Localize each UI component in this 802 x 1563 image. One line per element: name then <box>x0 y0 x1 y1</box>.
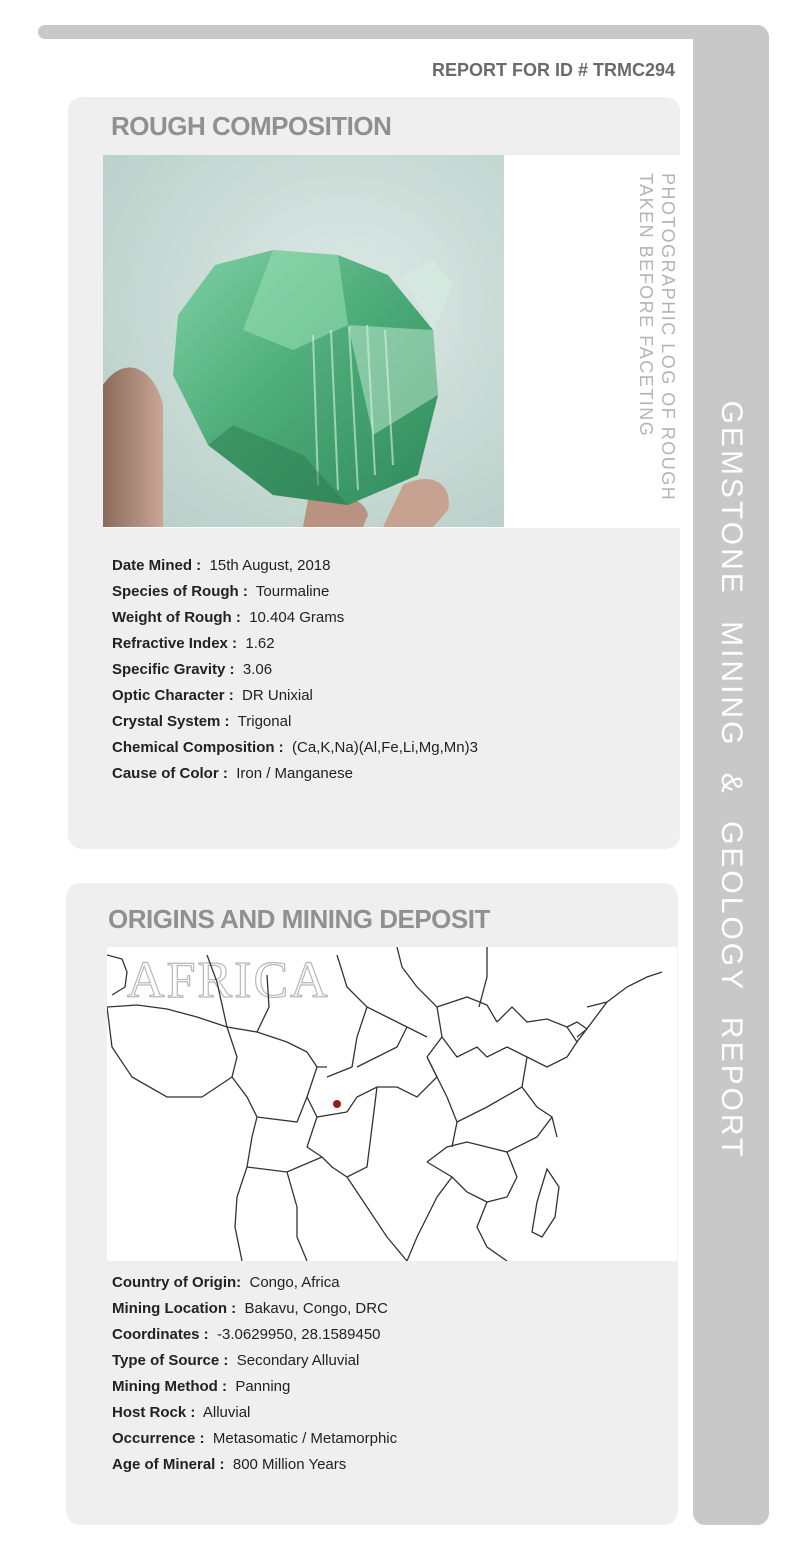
side-title <box>693 25 769 1525</box>
field-source-type <box>112 1348 397 1374</box>
field-chemical-composition <box>112 735 478 761</box>
origin-fields <box>112 1270 397 1478</box>
field-label: Type of Source : <box>112 1352 229 1369</box>
field-host-rock <box>112 1400 397 1426</box>
field-value: Congo, Africa <box>249 1274 340 1291</box>
photo-caption-line1: PHOTOGRAPHIC LOG OF ROUGH <box>658 173 678 502</box>
field-label: Chemical Composition : <box>112 739 284 756</box>
field-refractive-index <box>112 631 478 657</box>
africa-map <box>107 947 677 1261</box>
field-value: Alluvial <box>202 1404 251 1421</box>
field-label: Crystal System : <box>112 713 230 730</box>
field-label: Mining Location : <box>112 1300 237 1317</box>
field-value: 800 Million Years <box>232 1456 347 1473</box>
field-value: Metasomatic / Metamorphic <box>212 1430 398 1447</box>
field-cause-of-color <box>112 761 478 787</box>
field-date-mined <box>112 553 478 579</box>
field-label: Cause of Color : <box>112 765 228 782</box>
rough-composition-title: ROUGH COMPOSITION <box>111 111 392 141</box>
map-region-label: AFRICA <box>127 952 330 1009</box>
report-id: REPORT FOR ID # TRMC294 <box>431 60 675 80</box>
field-value: (Ca,K,Na)(Al,Fe,Li,Mg,Mn)3 <box>292 739 478 756</box>
side-title-text: GEMSTONE MINING & GEOLOGY REPORT <box>715 400 748 1160</box>
field-label: Country of Origin: <box>112 1274 242 1291</box>
origins-title: ORIGINS AND MINING DEPOSIT <box>108 904 490 934</box>
field-value: Tourmaline <box>255 583 330 600</box>
field-occurrence <box>112 1426 397 1452</box>
field-age <box>112 1452 397 1478</box>
field-value: Panning <box>235 1378 291 1395</box>
field-label: Species of Rough : <box>112 583 248 600</box>
field-crystal-system <box>112 709 478 735</box>
field-label: Optic Character : <box>112 687 234 704</box>
field-value: DR Unixial <box>242 687 313 704</box>
field-specific-gravity <box>112 657 478 683</box>
field-label: Weight of Rough : <box>112 609 241 626</box>
field-label: Mining Method : <box>112 1378 227 1395</box>
field-label: Specific Gravity : <box>112 661 235 678</box>
field-value: -3.0629950, 28.1589450 <box>217 1326 381 1343</box>
rough-fields <box>112 553 478 787</box>
field-label: Coordinates : <box>112 1326 209 1343</box>
top-bar <box>38 25 738 39</box>
field-species <box>112 579 478 605</box>
field-label: Occurrence : <box>112 1430 205 1447</box>
field-label: Date Mined : <box>112 557 202 574</box>
field-label: Host Rock : <box>112 1404 196 1421</box>
gemstone-photo <box>103 155 504 527</box>
field-value: Trigonal <box>237 713 292 730</box>
field-weight <box>112 605 478 631</box>
field-label: Refractive Index : <box>112 635 238 652</box>
photo-caption-line2: TAKEN BEFORE FACETING <box>636 173 656 438</box>
field-label: Age of Mineral : <box>112 1456 225 1473</box>
field-value: 3.06 <box>242 661 273 678</box>
field-optic-character <box>112 683 478 709</box>
photo-caption <box>616 173 696 513</box>
africa-map-drawing <box>107 947 677 1261</box>
field-value: 1.62 <box>245 635 275 652</box>
field-mining-method <box>112 1374 397 1400</box>
field-country <box>112 1270 397 1296</box>
field-coordinates <box>112 1322 397 1348</box>
field-value: Bakavu, Congo, DRC <box>244 1300 388 1317</box>
field-value: 15th August, 2018 <box>209 557 331 574</box>
field-mining-location <box>112 1296 397 1322</box>
mining-location-marker <box>333 1100 341 1108</box>
gemstone-illustration <box>103 155 504 527</box>
field-value: 10.404 Grams <box>249 609 345 626</box>
field-value: Iron / Manganese <box>236 765 353 782</box>
field-value: Secondary Alluvial <box>236 1352 360 1369</box>
